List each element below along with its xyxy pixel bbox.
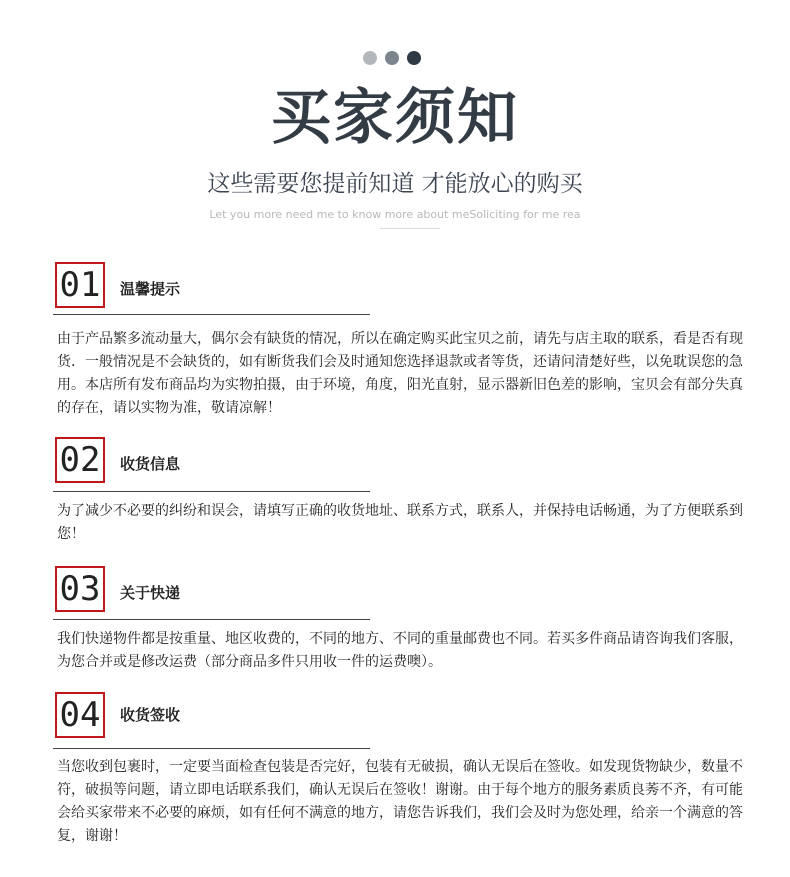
section-number-box: 01 [55, 262, 105, 308]
section-title: 收货签收 [120, 706, 181, 724]
section-title: 收货信息 [120, 455, 181, 473]
page-subtitle: 这些需要您提前知道 才能放心的购买 [207, 171, 583, 197]
dot-3 [407, 51, 421, 65]
section-title: 关于快递 [120, 584, 181, 602]
tagline-divider [380, 228, 440, 229]
section-divider [53, 491, 370, 492]
english-tagline: Let you more need me to know more about meSoliciting for me rea [209, 208, 581, 221]
pagination-dots [363, 51, 421, 65]
dot-1 [363, 51, 377, 65]
section-body: 我们快递物件都是按重量、地区收费的，不同的地方、不同的重量邮费也不同。若买多件商品请咨询我们客服，为您合并或是修改运费（部分商品多件只用收一件的运费噢）。 [57, 631, 743, 670]
section-divider [53, 314, 370, 315]
section-number-box: 02 [55, 437, 105, 483]
section-divider [53, 748, 370, 749]
section-title: 温馨提示 [120, 280, 181, 298]
section-body: 当您收到包裹时，一定要当面检查包装是否完好，包装有无破损，确认无误后在签收。如发现货物缺少，数量不符，破损等问题，请立即电话联系我们，确认无误后在签收！谢谢。由于每个地方的服务素质良莠不齐，有可能会给买家带来不必要的麻烦，如有任何不满意的地方，请您告诉我们，我们会及时为您处理，给亲一个满意的答复，谢谢！ [57, 759, 743, 844]
page-title: 买家须知 [271, 83, 519, 153]
dot-2 [385, 51, 399, 65]
section-body: 为了减少不必要的纠纷和误会，请填写正确的收货地址、联系方式，联系人，并保持电话畅通，为了方便联系到您！ [57, 503, 743, 542]
section-number-box: 04 [55, 692, 105, 738]
section-body: 由于产品繁多流动量大，偶尔会有缺货的情况，所以在确定购买此宝贝之前，请先与店主取的联系，看是否有现货．一般情况是不会缺货的，如有断货我们会及时通知您选择退款或者等货，还请问清楚好些，以免耽误您的急用。本店所有发布商品均为实物拍摄，由于环境，角度，阳光直射，显示器新旧色差的影响，宝贝会有部分失真的存在，请以实物为准，敬请凉解！ [57, 331, 743, 416]
section-divider [53, 619, 370, 620]
section-number-box: 03 [55, 566, 105, 612]
